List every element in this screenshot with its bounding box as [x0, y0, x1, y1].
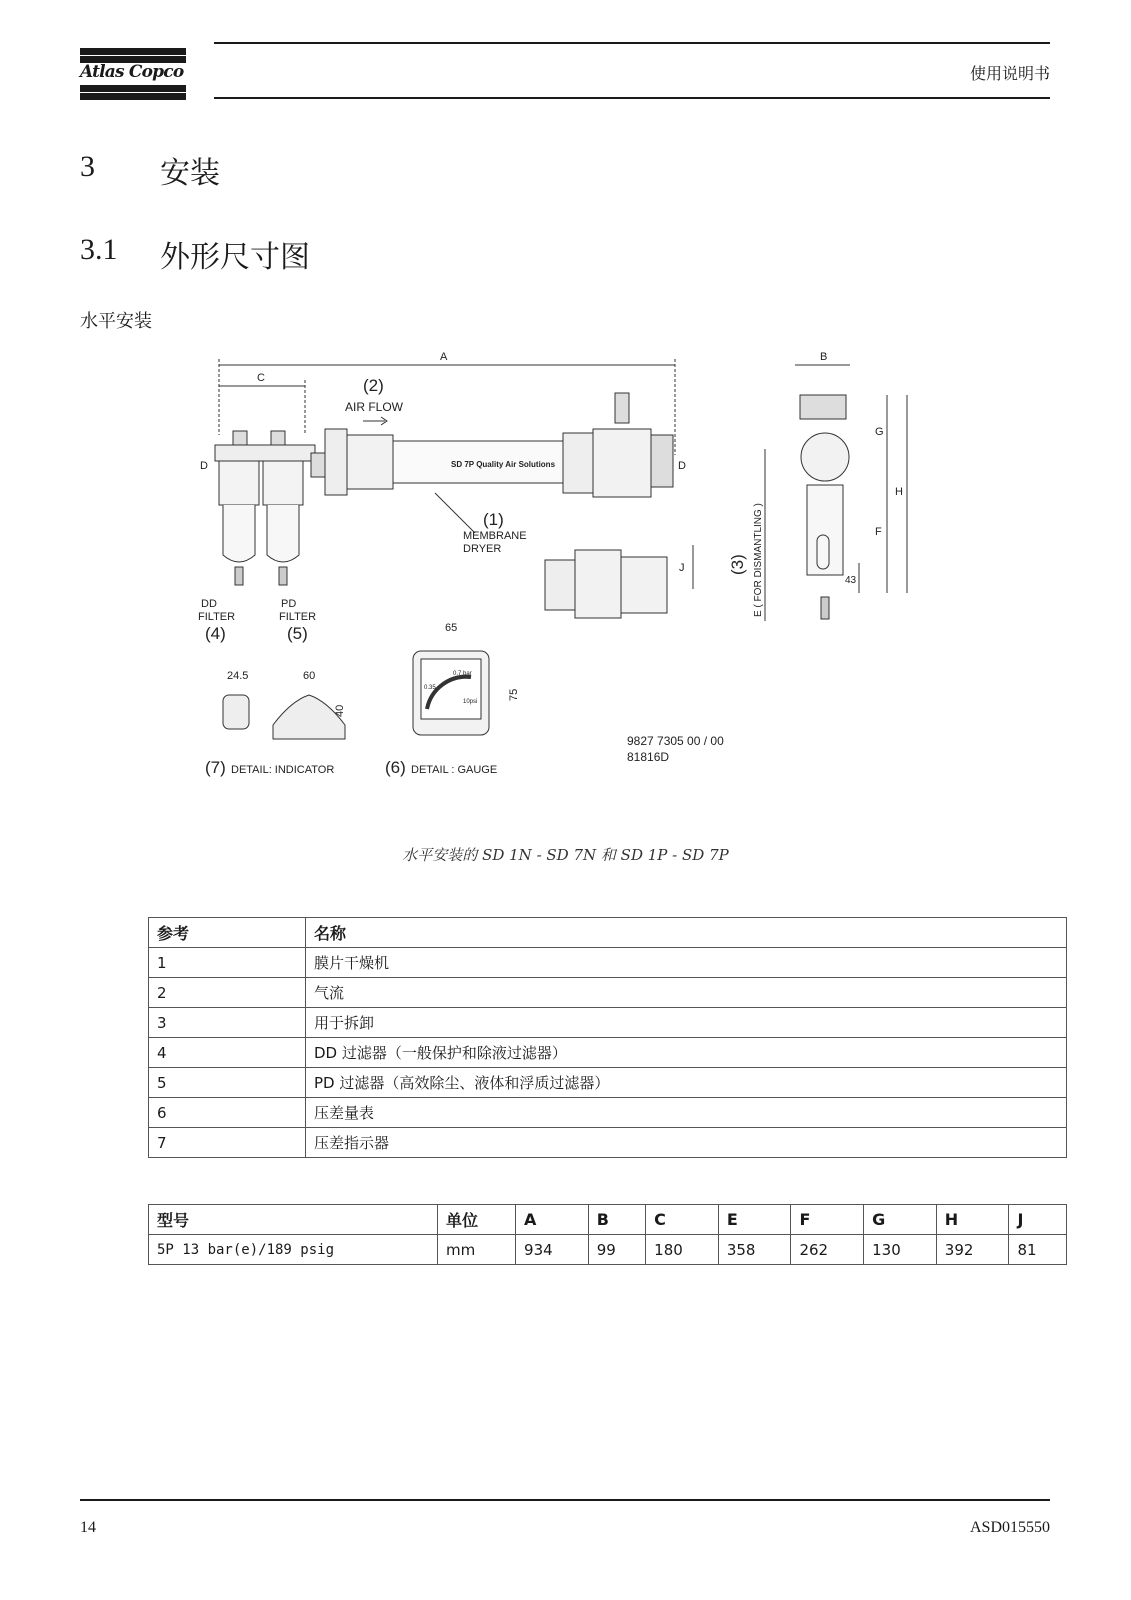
dd-filter-ref: (4) [205, 624, 226, 643]
ref-cell: 4 [149, 1038, 306, 1068]
ref-cell: 5 [149, 1068, 306, 1098]
table-row [149, 1038, 1067, 1068]
name-cell: 用于拆卸 [306, 1008, 1067, 1038]
indicator-ref: (7) [205, 758, 226, 777]
indicator-width-2: 60 [303, 670, 316, 682]
dim-label-c: C [257, 372, 265, 384]
ref-cell: 6 [149, 1098, 306, 1128]
table-row [149, 1008, 1067, 1038]
gauge-width: 65 [445, 622, 458, 634]
dimension-drawing [195, 345, 935, 805]
dd-filter-label-1: DD [201, 598, 217, 610]
dryer-ref: (1) [483, 510, 504, 529]
gauge-scale-3: 10psi [463, 699, 478, 705]
footer-rule [80, 1499, 1050, 1501]
d-label-right: D [678, 460, 686, 472]
dryer-body-text: SD 7P Quality Air Solutions [451, 460, 556, 469]
drawing-code: 81816D [627, 750, 670, 764]
name-cell: PD 过滤器（高效除尘、液体和浮质过滤器） [306, 1068, 1067, 1098]
section-number: 3 [80, 150, 95, 183]
document-kind: 使用说明书 [969, 64, 1050, 83]
value-j-cell: 81 [1009, 1235, 1067, 1265]
ref-cell: 2 [149, 978, 306, 1008]
dryer-label-2: DRYER [463, 543, 502, 555]
value-a-cell: 934 [516, 1235, 589, 1265]
dd-filter-label-2: FILTER [198, 611, 236, 623]
name-cell: 膜片干燥机 [306, 948, 1067, 978]
col-header-name: 名称 [306, 918, 1067, 948]
value-b-cell: 99 [588, 1235, 645, 1265]
table-row [149, 1128, 1067, 1158]
dim-label-h: H [895, 486, 903, 498]
dryer-label-1: MEMBRANE [463, 530, 527, 542]
dim-label-b: B [820, 351, 828, 363]
table-row [149, 978, 1067, 1008]
header-rule-top [214, 42, 1050, 44]
subsection-number: 3.1 [80, 233, 118, 266]
figure-caption: 水平安装的 SD 1N - SD 7N 和 SD 1P - SD 7P [402, 846, 729, 864]
col-header-e: E [718, 1205, 791, 1235]
ref-cell: 3 [149, 1008, 306, 1038]
section-title: 安装 [160, 156, 220, 191]
name-cell: 压差量表 [306, 1098, 1067, 1128]
col-header-ref: 参考 [149, 918, 306, 948]
table-row [149, 1098, 1067, 1128]
table-header-row [149, 918, 1067, 948]
indicator-height: 40 [334, 704, 346, 717]
airflow-ref: (2) [363, 376, 384, 395]
dimension-table [148, 1204, 1067, 1265]
reference-table [148, 917, 1067, 1158]
pd-filter-label-1: PD [281, 598, 297, 610]
indicator-label: DETAIL: INDICATOR [231, 764, 335, 776]
col-header-a: A [516, 1205, 589, 1235]
gauge-scale-1: 0.7 bar [453, 671, 472, 677]
dismantling-ref: (3) [728, 554, 747, 575]
table-row [149, 1068, 1067, 1098]
dim-label-j: J [679, 562, 685, 574]
col-header-h: H [936, 1205, 1009, 1235]
col-header-g: G [864, 1205, 937, 1235]
value-c-cell: 180 [646, 1235, 719, 1265]
col-header-b: B [588, 1205, 645, 1235]
col-header-model: 型号 [149, 1205, 438, 1235]
value-f-cell: 262 [791, 1235, 864, 1265]
d-label-left: D [200, 460, 208, 472]
indicator-width-1: 24.5 [227, 670, 249, 682]
logo-wordmark: Atlas Copco [80, 62, 184, 82]
name-cell: 压差指示器 [306, 1128, 1067, 1158]
model-cell: 5P 13 bar(e)/189 psig [149, 1235, 438, 1265]
gauge-height: 75 [508, 688, 520, 701]
pd-filter-label-2: FILTER [279, 611, 317, 623]
page-number: 14 [80, 1519, 96, 1536]
dim-label-a: A [440, 351, 448, 363]
dim-label-g: G [875, 426, 884, 438]
subheading: 水平安装 [80, 311, 152, 332]
col-header-unit: 单位 [438, 1205, 516, 1235]
value-g-cell: 130 [864, 1235, 937, 1265]
col-header-j: J [1009, 1205, 1067, 1235]
value-e-cell: 358 [718, 1235, 791, 1265]
name-cell: DD 过滤器（一般保护和除液过滤器） [306, 1038, 1067, 1068]
subsection-title: 外形尺寸图 [160, 240, 310, 275]
drawing-number: 9827 7305 00 / 00 [627, 734, 724, 748]
dismantling-label: E ( FOR DISMANTLING ) [753, 503, 764, 617]
table-row [149, 1235, 1067, 1265]
value-h-cell: 392 [936, 1235, 1009, 1265]
airflow-label: AIR FLOW [345, 400, 404, 414]
table-row [149, 948, 1067, 978]
document-id: ASD015550 [969, 1519, 1050, 1536]
gauge-ref: (6) [385, 758, 406, 777]
dim-label-43: 43 [845, 575, 857, 586]
ref-cell: 1 [149, 948, 306, 978]
table-header-row [149, 1205, 1067, 1235]
pd-filter-ref: (5) [287, 624, 308, 643]
gauge-label: DETAIL : GAUGE [411, 764, 498, 776]
col-header-c: C [646, 1205, 719, 1235]
gauge-scale-2: 0.35 [424, 685, 436, 691]
atlas-copco-logo [80, 48, 188, 100]
unit-cell: mm [438, 1235, 516, 1265]
dim-label-f: F [875, 526, 882, 538]
col-header-f: F [791, 1205, 864, 1235]
name-cell: 气流 [306, 978, 1067, 1008]
ref-cell: 7 [149, 1128, 306, 1158]
header-rule-bottom [214, 97, 1050, 99]
